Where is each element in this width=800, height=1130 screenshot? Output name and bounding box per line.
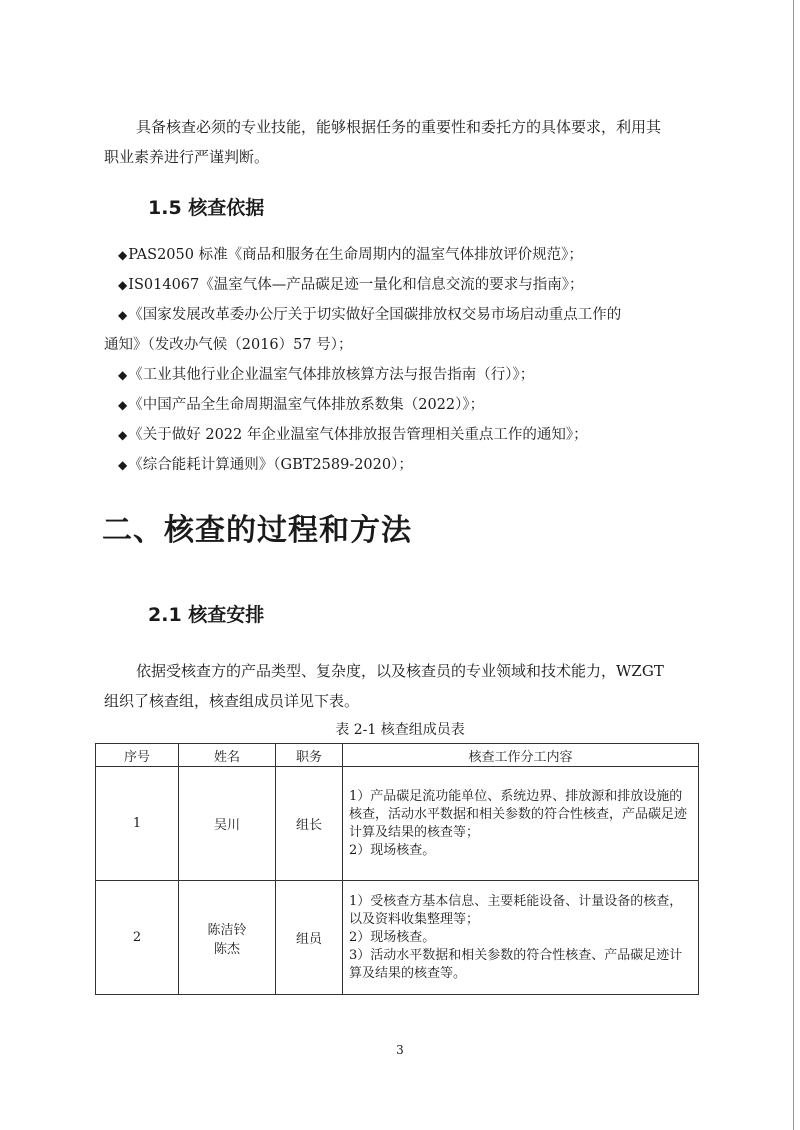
header-work: 核查工作分工内容 xyxy=(343,744,699,767)
cell-no: 2 xyxy=(96,881,179,995)
cell-name xyxy=(179,881,276,995)
diamond-bullet-icon: ◆ xyxy=(118,458,128,472)
basis-item-text: 《综合能耗计算通则》（GBT2589-2020）； xyxy=(128,457,413,473)
cell-work xyxy=(343,881,699,995)
cell-no: 1 xyxy=(96,767,179,881)
intro-line-2: 职业素养进行严谨判断。 xyxy=(104,148,270,166)
intro-paragraph xyxy=(104,112,694,172)
arrangement-line-2: 组织了核查组，核查组成员详见下表。 xyxy=(104,692,360,710)
cell-role: 组员 xyxy=(276,881,343,995)
basis-item-text: PAS2050 标准《商品和服务在生命周期内的温室气体排放评价规范》； xyxy=(128,247,583,263)
table-caption: 表 2-1 核查组成员表 xyxy=(335,722,465,738)
work-line: 3）活动水平数据和相关参数的符合性核查、产品碳足迹计算及结果的核查等。 xyxy=(349,947,683,981)
header-name: 姓名 xyxy=(179,744,276,767)
diamond-bullet-icon: ◆ xyxy=(118,248,128,262)
arrangement-paragraph xyxy=(104,656,694,716)
basis-item-text: IS014067《温室气体—产品碳足迹一量化和信息交流的要求与指南》； xyxy=(128,277,584,293)
basis-list xyxy=(104,240,698,480)
member-name: 陈杰 xyxy=(213,941,240,957)
cell-work xyxy=(343,767,699,881)
members-table xyxy=(95,743,699,995)
work-line: 2）现场核查。 xyxy=(349,929,436,945)
chapter-2-title: 二、核查的过程和方法 xyxy=(102,513,412,548)
basis-item xyxy=(118,270,698,300)
header-no: 序号 xyxy=(96,744,179,767)
basis-item xyxy=(118,360,698,390)
diamond-bullet-icon: ◆ xyxy=(118,278,128,292)
work-line: 1）受核查方基本信息、主要耗能设备、计量设备的核查，以及资料收集整理等； xyxy=(349,893,683,927)
basis-item-text: 《关于做好 2022 年企业温室气体排放报告管理相关重点工作的通知》； xyxy=(128,427,588,443)
intro-line-1: 具备核查必须的专业技能，能够根据任务的重要性和委托方的具体要求，利用其 xyxy=(136,118,662,136)
basis-item-text: 《中国产品全生命周期温室气体排放系数集（2022）》； xyxy=(128,397,485,413)
scan-edge-line xyxy=(793,0,794,1130)
arrangement-line-1: 依据受核查方的产品类型、复杂度，以及核查员的专业领域和技术能力，WZGT xyxy=(136,662,664,680)
basis-item xyxy=(118,420,698,450)
basis-item-text: 《国家发展改革委办公厅关于切实做好全国碳排放权交易市场启动重点工作的 xyxy=(128,307,622,323)
work-line: 2）现场核查。 xyxy=(349,842,436,858)
table-header-row xyxy=(96,744,699,767)
basis-item xyxy=(118,450,698,480)
table-row xyxy=(96,881,699,995)
diamond-bullet-icon: ◆ xyxy=(118,308,128,322)
section-2-1-title: 2.1 核查安排 xyxy=(148,604,265,626)
diamond-bullet-icon: ◆ xyxy=(118,428,128,442)
basis-item-continuation: 通知》（发改办气候（2016）57 号）； xyxy=(104,337,353,353)
header-role: 职务 xyxy=(276,744,343,767)
work-line: 1）产品碳足流功能单位、系统边界、排放源和排放设施的核查，活动水平数据和相关参数的符合性核查，产品碳足迹计算及结果的核查等； xyxy=(349,788,688,840)
diamond-bullet-icon: ◆ xyxy=(118,368,128,382)
page-number: 3 xyxy=(396,1043,404,1057)
basis-item xyxy=(104,300,698,360)
table-row xyxy=(96,767,699,881)
member-name: 陈洁铃 xyxy=(207,922,247,938)
cell-role: 组长 xyxy=(276,767,343,881)
cell-name: 吴川 xyxy=(179,767,276,881)
basis-item xyxy=(118,390,698,420)
basis-item xyxy=(118,240,698,270)
section-1-5-title: 1.5 核查依据 xyxy=(148,197,265,219)
diamond-bullet-icon: ◆ xyxy=(118,398,128,412)
basis-item-text: 《工业其他行业企业温室气体排放核算方法与报告指南（行）》； xyxy=(128,367,535,383)
